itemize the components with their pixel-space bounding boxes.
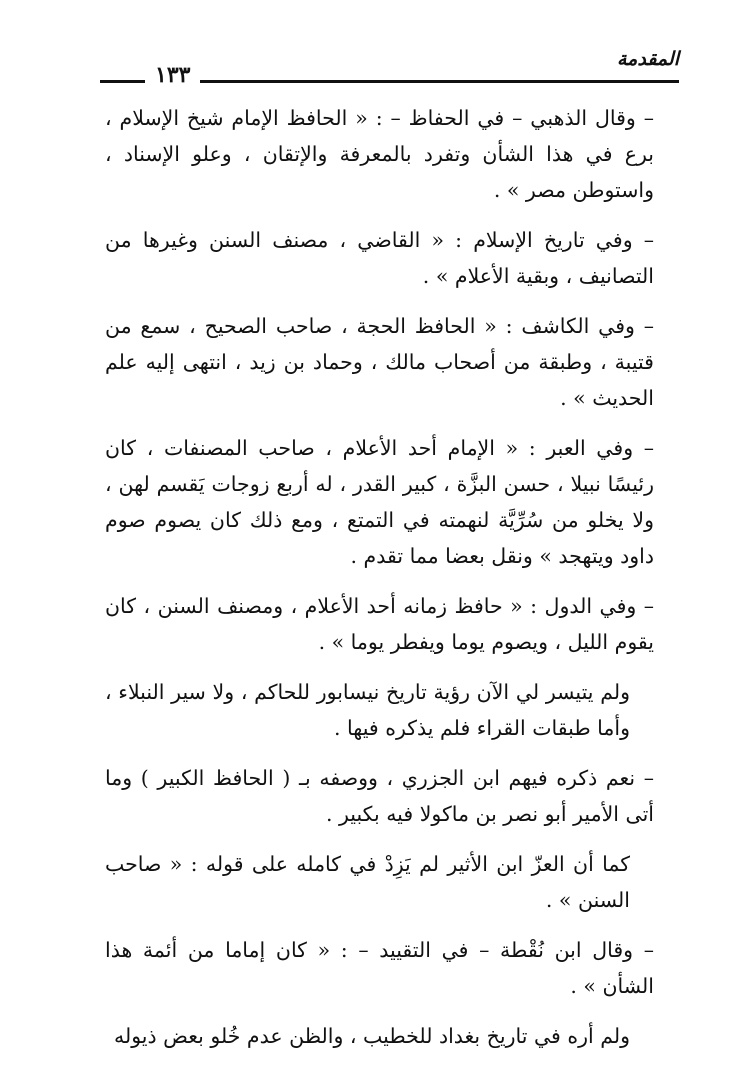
paragraph-ibar: – وفي العبر : « الإمام أحد الأعلام ، صاحب المصنفات ، كان رئيسًا نبيلا ، حسن البزَّة ، كبير القدر ، له أربع زوجات يَقسم لهن ، ولا يخلو من سُرِّيَّة لنهمته في التمتع ، ومع ذلك كان يصوم صوم داود ويتهجد » ونقل بعضا مما تقدم . xyxy=(105,436,654,568)
paragraph-ibn-jazari: – نعم ذكره فيهم ابن الجزري ، ووصفه بـ ( الحافظ الكبير ) وما أتى الأمير أبو نصر بن ماكولا فيه بكبير . xyxy=(105,766,654,826)
body-text xyxy=(105,100,654,1068)
paragraph-nisabur: ولم يتيسر لي الآن رؤية تاريخ نيسابور للحاكم ، ولا سير النبلاء ، وأما طبقات القراء فلم يذكره فيها . xyxy=(105,680,630,740)
page-header xyxy=(100,44,679,94)
paragraph-ibn-nuqta: – وقال ابن نُقْطة – في التقييد – : « كان إماما من أئمة هذا الشأن » . xyxy=(105,938,654,998)
paragraph-ibn-athir: كما أن العزّ ابن الأثير لم يَزِدْ في كامله على قوله : « صاحب السنن » . xyxy=(105,852,630,912)
paragraph-dhahabi-huffaz: – وقال الذهبي – في الحفاظ – : « الحافظ الإمام شيخ الإسلام ، برع في هذا الشأن وتفرد بالمعرفة والإتقان ، وعلو الإسناد ، واستوطن مصر » . xyxy=(105,106,654,202)
page-number: ١٣٣ xyxy=(145,62,200,88)
paragraph-tarikh-islam: – وفي تاريخ الإسلام : « القاضي ، مصنف السنن وغيرها من التصانيف ، وبقية الأعلام » . xyxy=(105,228,654,288)
paragraph-khatib: ولم أره في تاريخ بغداد للخطيب ، والظن عدم خُلو بعض ذيوله xyxy=(113,1024,630,1048)
paragraph-kashif: – وفي الكاشف : « الحافظ الحجة ، صاحب الصحيح ، سمع من قتيبة ، وطبقة من أصحاب مالك ، وحماد بن زيد ، انتهى إليه علم الحديث » . xyxy=(105,314,654,410)
paragraph-duwal: – وفي الدول : « حافظ زمانه أحد الأعلام ، ومصنف السنن ، كان يقوم الليل ، ويصوم يوما ويفطر يوما » . xyxy=(105,594,654,654)
section-title: المقدمة xyxy=(616,48,679,70)
